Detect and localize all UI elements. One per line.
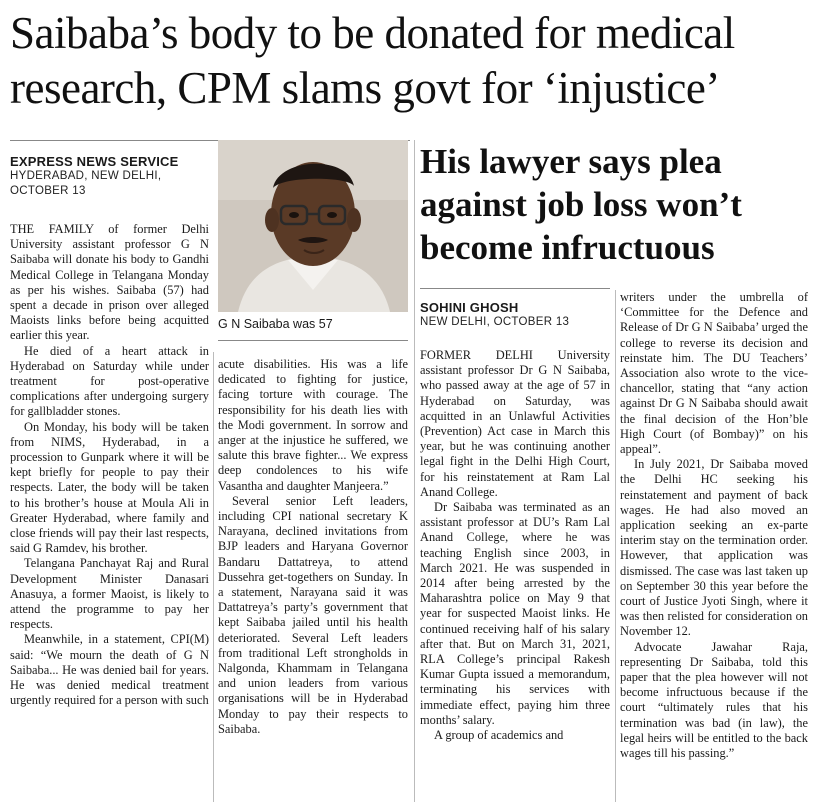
column-divider: [213, 352, 214, 802]
column-divider: [615, 290, 616, 802]
caption-divider: [218, 340, 408, 341]
paragraph: THE FAMILY of former Delhi University assistant professor G N Saibaba will donate his body to Gandhi Medical College in Telangana Monday as per his wishes. Saibaba (57) had spent a decade in prison over alleged Maoists links before being acquitted earlier this year.: [10, 222, 209, 343]
story1-column-2: [218, 357, 408, 737]
story2-column-2: [620, 290, 808, 761]
headline: Saibaba’s body to be donated for medical research, CPM slams govt for ‘injustice’: [10, 8, 735, 113]
byline-second: [420, 300, 610, 330]
paragraph: A group of academics and: [434, 728, 564, 743]
photo-caption: G N Saibaba was 57: [218, 317, 333, 331]
paragraph: He died of a heart attack in Hyderabad on Saturday while under treatment for post-operative complications after undergoing surgery for gallbladder stones.: [10, 343, 209, 419]
story2-column-1: [420, 348, 610, 743]
byline-place: NEW DELHI, OCTOBER 13: [420, 316, 570, 328]
portrait-illustration: [218, 140, 408, 312]
paragraph: On Monday, his body will be taken from NIMS, Hyderabad, in a procession to Gunpark where it will be kept briefly for people to pay their respects. Later, the body will be taken to his brother’s house at Moula Ali in Greater Hyderabad, where family and close friends will pay their last respects, said G Ramdev, his brother.: [10, 419, 209, 556]
paragraph: writers under the umbrella of ‘Committee for the Defence and Release of Dr G N Saibaba’ urged the college to reverse its decision and reinstate him. The DU Teachers’ Association also wrote to the vice-chancellor, stating that “any action against Dr G N Saibaba should await the final decision of the Hon’ble High Court (of Bombay)” on his appeal”.: [620, 290, 808, 457]
story-divider: [414, 140, 415, 802]
paragraph: Advocate Jawahar Raja, representing Dr Saibaba, told this paper that the plea however will not become infructuous because if the court “ultimately rules that his termination was bad (in law), the legal heirs will be entitled to the back wages till his passing.”: [620, 639, 808, 761]
portrait-photo: [218, 140, 408, 312]
paragraph: Meanwhile, in a statement, CPI(M) said: “We mourn the death of G N Saibaba... He was denied bail for years. He was denied medical treatment urgently required for a person with such: [10, 632, 209, 708]
subheadline: His lawyer says plea against job loss won’t become infructuous: [420, 142, 742, 267]
paragraph: Several senior Left leaders, including CPI national secretary K Narayana, declined invitations from BJP leaders and Haryana Governor Bandaru Dattatreya, to attend Dussehra get-togethers on Sunday. In a statement, Narayana said it was Dattatreya’s party’s government that kept Saibaba jailed until his health deteriorated. Several Left leaders from traditional Left strongholds in Nalgonda, Khammam in Telangana and union leaders from various organisations will be in Hyderabad Monday to pay their respects to Saibaba.: [218, 493, 408, 736]
subhead-divider: [420, 288, 610, 289]
byline-main: [10, 154, 210, 199]
byline-name: EXPRESS NEWS SERVICE: [10, 154, 179, 169]
paragraph: Telangana Panchayat Raj and Rural Development Minister Danasari Anasuya, a former Maoist, is likely to attend the programme to pay her respects.: [10, 556, 209, 632]
paragraph: In July 2021, Dr Saibaba moved the Delhi HC seeking his reinstatement and payment of back wages. He had also moved an application seeking an ex-parte interim stay on the termination order. However, that application was dismissed. The case was last taken up on September 30 this year before the court of Justice Jyoti Singh, where it was then relisted for consideration on November 12.: [620, 457, 808, 639]
byline-name: SOHINI GHOSH: [420, 300, 519, 315]
paragraph: acute disabilities. His was a life dedicated to fighting for justice, facing torture with courage. The responsibility for his death lies with the Modi government. In sorrow and anger at the injustice he suffered, we salute this brave fighter... We express deep condolences to his wife Vasantha and daughter Manjeera.”: [218, 357, 408, 493]
story1-column-1: [10, 222, 209, 709]
paragraph: FORMER DELHI University assistant professor Dr G N Saibaba, who passed away at the age of 57 in Hyderabad on Saturday, was acquitted in an Unlawful Activities (Prevention) Act case in March this year, but he was continuing another legal fight in the Delhi High Court, for his reinstatement at Ram Lal Anand College.: [420, 348, 610, 499]
byline-date: OCTOBER 13: [10, 185, 86, 197]
paragraph: Dr Saibaba was terminated as an assistant professor at DU’s Ram Lal Anand College, where he was teaching English since 2003, in March 2021. He was suspended in 2014 after being arrested by the Maharashtra police on May 9 that year for suspected Maoist links. He continued receiving half of his salary after that. But on March 31, 2021, RLA College’s principal Rakesh Kumar Gupta issued a memorandum, terminating his services with immediate effect, paying him three months’ salary.: [420, 500, 610, 727]
byline-place: HYDERABAD, NEW DELHI,: [10, 170, 162, 182]
